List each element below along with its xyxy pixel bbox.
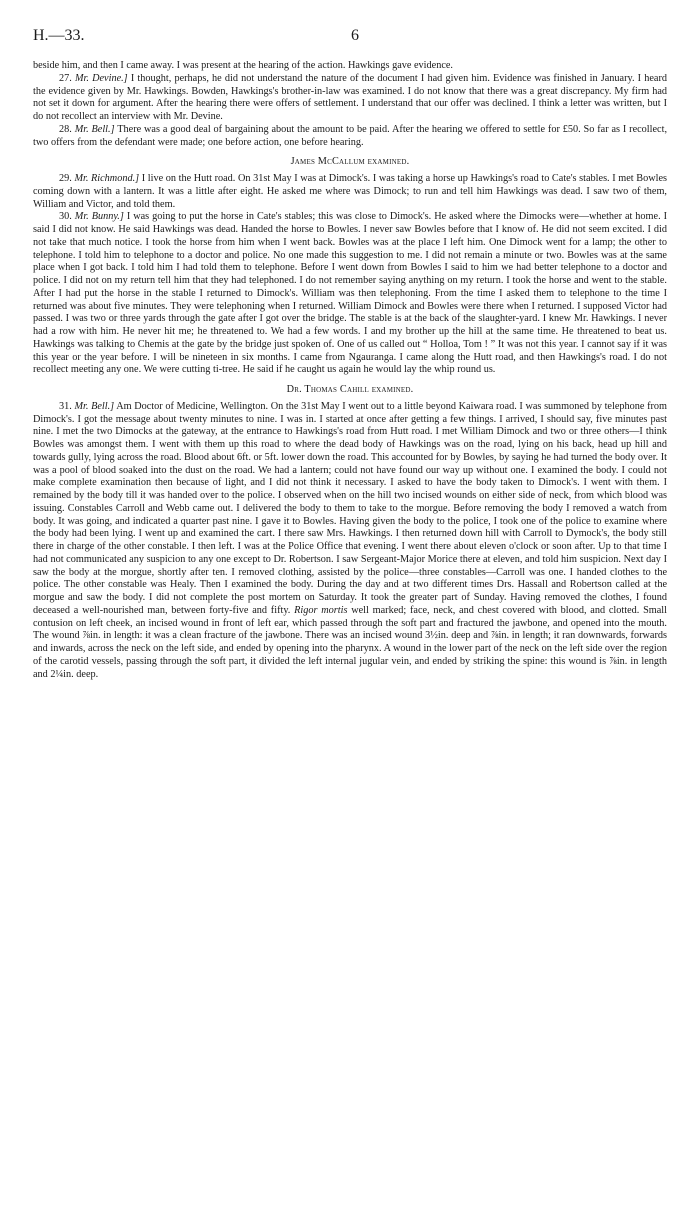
paragraph-29: 29. Mr. Richmond.] I live on the Hutt road. On 31st May I was at Dimock's. I was taking a horse up Hawkings's road to Cate's stables. I met Bowles coming down with a lantern. It was a little after eight. He asked me where was Dimock; to run and tell him Hawkings was dead. I saw two of them, William and Victor, and told them. bbox=[33, 173, 667, 210]
paragraph-number: 28. bbox=[59, 123, 72, 135]
paragraph-continuation: beside him, and then I came away. I was present at the hearing of the action. Hawkings gave evidence. bbox=[33, 60, 453, 71]
paragraph-number: 27. bbox=[59, 72, 72, 84]
speaker: Mr. Richmond.] bbox=[74, 173, 140, 184]
paragraph-30: 30. Mr. Bunny.] I was going to put the horse in Cate's stables; this was close to Dimock's. He asked where the Dimocks were—whether at home. I said I did not know. He said Hawkings was dead. Handed the horse to Bowles. I never saw Bowles before that I know of. He did not seem excited. I did not take that much notice. I took the horse from him when I went back. Bowles was at the place I left him. One Dimock went for a lamp; the other to telephone. I told him to telephone to a doctor and police. No one made this suggestion to me. I did not remain a minute or two. Bowles was at the same place when I got back. I told him I had told them to telephone. Before I went down from Bowles I said to him we had better telephone to a doctor and police. I did not on my return tell him that they had telephoned. I do not remember saying anything on my return. I took the horse and went to the stable. After I had put the horse in the stable I returned to Dimock's. William was then telephoning. From the time I asked them to telephone to the time I returned was about five minutes. They were telephoning when I returned. William Dimock and Bowles were there when I returned. I supposed Victor had passed. I was two or three yards through the gate after I got over the bridge. The stable is at the back of the slaughter-yard. I knew Mr. Hawkings. I never had a row with him. He never hit me; he threatened to. We had a few words. I and my brother up the hill at the same time. He threatened to beat us. Hawkings was talking to Chemis at the gate by the bridge just spoken of. One of us called out “ Holloa, Tom ! ” It was not this year. I cannot say if it was this year or the year before. I will be nineteen in six months. I came from Ngauranga. I came along the Hutt road, and then Hawkings's road. I do not recollect meeting any one. We were cutting ti-tree. He said if he caught us again he would lay the whip round us. bbox=[33, 211, 668, 376]
paragraph-number: 31. bbox=[59, 400, 72, 412]
speaker: Mr. Bunny.] bbox=[74, 211, 124, 223]
paragraph-number: 30. bbox=[59, 211, 72, 223]
paragraph-27: 27. Mr. Devine.] I thought, perhaps, he did not understand the nature of the document I had given him. Evidence was finished in January. I heard the evidence given by Mr. Hawkings. Bowden, Hawkings's brother-in-law was examined. I do not know that there was a great discrepancy. My firm had not set it down for argument. After the hearing there were offers of settlement. I understand that our offer was declined. I think a letter was written, but I do not recollect an interview with Mr. Devine. bbox=[33, 72, 668, 122]
witness-heading-mccallum: James McCallum examined. bbox=[290, 156, 410, 168]
paragraph-28: 28. Mr. Bell.] There was a good deal of bargaining about the amount to be paid. After the hearing we offered to settle for £50. So far as I recollect, two offers from the defendant were made; one before action, one before hearing. bbox=[33, 123, 668, 148]
witness-heading-cahill: Dr. Thomas Cahill examined. bbox=[286, 384, 414, 395]
italic-term: Rigor mortis bbox=[294, 604, 348, 616]
speaker: Mr. Bell.] bbox=[74, 400, 115, 412]
paragraph-31: 31. Mr. Bell.] Am Doctor of Medicine, Wellington. On the 31st May I went out to a little beyond Kaiwara road. I was summoned by telephone from Dimock's. I got the message about twenty minutes to nine. I was in. I started at once after getting a few things. I arrived, I should say, five minutes past nine. I met the two Dimocks at the gateway, at the entrance to Hawkings's road from Hutt road. I met William Dimock and two or three others—I think Bowles was amongst them. I went with them up this road to where the dead body of Hawkings was on the road, lying on his back, head up hill and towards gully, lying across the road. Blood about 6ft. or 5ft. lower down the road. This accounted for by Bowles, by saying he had turned the body over. It was a pool of blood soaked into the dust on the road. We had a lantern; could not have found our way up without one. I examined the body. I could not make complete examination then because of light, and I did not think it necessary. I asked to have the body taken to Dimock's. I went with them. I remained by the body till it was handed over to the police. I observed when on the hill two incised wounds on either side of neck, from which blood was issuing. Constables Carroll and Webb came out. I delivered the body to them to take to the morgue. Before removing the body I removed a watch from body. It was going, and indicated a quarter past nine. I gave it to Bowles. Having given the body to the police, I took one of the police to examine where the body had been lying. I went up and examined the cart. I there saw Mrs. Hawkings. I then returned down hill with Carroll to Dymock's, the body still there in charge of the other constable. I then left. I was at the Police Office that evening. I went there about eleven o'clock or soon after. Up to that time I had not communicated any suspicion to any one except to Dr. Robertson. I saw Sergeant-Major Morice there at eleven, and told him suspicion. Next day I saw the body at the morgue, shortly after ten. I removed clothing, assisted by the police—three constables—Carroll was one. I handed clothes to the police. The other constable was Healy. Then I examined the body. During the day and at two different times Drs. Hassall and Robertson called at the morgue and saw the body. I did not complete the post mortem on Saturday. It took the greater part of Sunday. Having removed the clothes, I found deceased a well-nourished man, between forty-five and fifty. Rigor mortis well marked; face, neck, and chest covered with blood, and clotted. Small contusion on left cheek, an incised wound in front of left ear, which passed through the soft part and fractured the jawbone, and opened into the mouth. The wound ⅞in. in length: it was a clean fracture of the jawbone. There was an incised wound 3½in. deep and ⅞in. in length; it ran downwards, forwards and inwards, across the neck on the left side, and ended by opening into the pharynx. A wound in the lower part of the neck on the left side over the region of the carotid vessels, passing through the soft part, it divided the left internal jugular vein, and ended by striking the spine: this wound is ⅞in. in length and 2¼in. deep. bbox=[33, 400, 668, 680]
document-reference: H.—33. bbox=[33, 27, 85, 44]
page-number: 6 bbox=[351, 27, 359, 44]
speaker: Mr. Devine.] bbox=[74, 72, 128, 84]
speaker: Mr. Bell.] bbox=[74, 123, 115, 135]
page-header bbox=[33, 27, 667, 60]
paragraph-number: 29. bbox=[59, 173, 72, 184]
